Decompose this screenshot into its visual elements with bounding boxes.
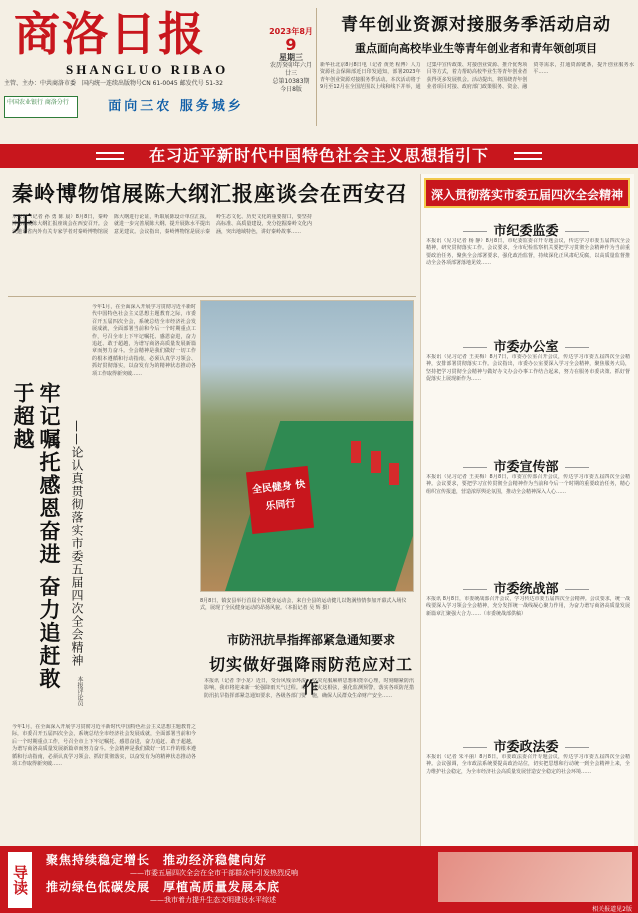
newspaper-title: 商洛日报: [14, 7, 206, 61]
guide-item-2-headline[interactable]: 推动绿色低碳发展 厚植高质量发展本底: [46, 880, 281, 894]
issue-number: 总第10383期: [272, 78, 310, 85]
section-body-bangongshi: 本报讯（见习记者 王美梅）8月7日，市委办公室召开会议，传达学习市委五届四次全会精神，安排部署贯彻落实工作。会议指出，市委办公室要深入学习全会精神，聚焦服务大局，坚持把学习贯彻全会精神与做好办文办会办事工作结合起来，努力在服务市委决策、抓好督促落实上展现新作为……: [426, 354, 630, 383]
guide-thumbnail: [438, 852, 632, 902]
guide-label: 导读: [8, 852, 32, 908]
flood-body: 本报讯（记者 李小龙）近日，受台风残余环流影响，我市将迎来新一轮强降雨天气过程。市防汛抗旱指挥部紧急通知要求，各级各部门要坚决克服麻痹思想和侥幸心理，时刻绷紧防汛救灾这根弦，强化监测预警，落实各项防范措施，确保人民群众生命财产安全……: [204, 678, 414, 699]
section-title-bangongshi[interactable]: 市委办公室: [426, 336, 626, 355]
lead-headline[interactable]: 秦岭博物馆展陈大纲汇报座谈会在西安召开: [12, 182, 408, 236]
commentary-author: 本报评论员: [76, 676, 83, 706]
page-count: 今日8版: [280, 86, 302, 93]
section-title-xuanchuanbu[interactable]: 市委宣传部: [426, 456, 626, 475]
guide-item-2-sub: ——我市着力提升生态文明建设水平综述: [150, 896, 276, 904]
top-story-headline[interactable]: 青年创业资源对接服务季活动启动: [341, 15, 611, 35]
commentary-body-cont: 今年1月，在全面深入开展学习贯彻习近平新时代中国特色社会主义思想主题教育之际，市委召开五届四次全会，系统总结全市经济社会发展成就，全面部署当前和今后一个时期重点工作，号召全市上下牢记嘱托、感恩奋进，奋力追赶、敢于超越，为谱写商洛高质量发展新篇章而努力奋斗。全会精神是我们做好一切工作的根本遵循和行动指南，必须认真学习领会、抓好贯彻落实，以奋发有为的精神状态推动各项工作取得新突破……: [12, 724, 196, 768]
bank-logo: [4, 96, 78, 118]
section-body-jiwei: 本报讯（见习记者 杨 静）8月8日，市纪委监委召开专题会议，传达学习市委五届四次全会精神，研究贯彻落实工作。会议要求，全市纪检监察机关要把学习贯彻全会精神作为当前重要政治任务，聚焦全会部署要求，强化政治监督，持续深化正风肃纪反腐，以高质量监督推动全会各项部署落地见效……: [426, 238, 630, 267]
flag-shape: [389, 463, 399, 485]
date-year-month: 2023年8月: [269, 27, 313, 36]
date-day: 9: [285, 35, 297, 54]
flag-shape: [371, 451, 381, 473]
photo-caption: 8月8日，镇安县举行首届全民健身运动会，来自全县的运动健儿以饱满热情参加开幕式入场仪式，展现了全民健身运动的昂扬风貌。（本报记者 吴 辉 摄）: [200, 598, 407, 612]
sidebar-banner: 深入贯彻落实市委五届四次全会精神: [424, 178, 630, 208]
divider: [8, 296, 416, 297]
photo-sign: 全民健身 快乐同行: [246, 466, 314, 534]
newspaper-pinyin: SHANGLUO RIBAO: [66, 62, 229, 77]
commentary-body: 今年1月，在全面深入开展学习贯彻习近平新时代中国特色社会主义思想主题教育之际，市委召开五届四次全会，系统总结全市经济社会发展成就，全面部署当前和今后一个时期重点工作，号召全市上下牢记嘱托、感恩奋进，奋力追赶、敢于超越，为谱写商洛高质量发展新篇章而努力奋斗。全会精神是我们做好一切工作的根本遵循和行动指南，必须认真学习领会、抓好贯彻落实，以奋发有为的精神状态推动各项工作取得新突破……: [92, 304, 196, 377]
guide-more-link[interactable]: 相关报道见2版: [592, 906, 632, 913]
guide-item-1-sub: ——市委五届四次全会在全市干部群众中引发热烈反响: [130, 869, 298, 877]
section-body-tongzhanbu: 本报讯 8月8日，市委统战部召开会议，学习传达市委五届四次全会精神。会议要求，统一战线要深入学习领会全会精神，充分发挥统一战线凝心聚力作用，为奋力谱写商洛高质量发展新篇章汇聚强大合力……（市委统战部供稿）: [426, 596, 630, 617]
guide-item-1-headline[interactable]: 聚焦持续稳定增长 推动经济稳健向好: [46, 853, 268, 867]
divider: [316, 8, 317, 126]
date-box: [268, 28, 314, 123]
section-body-zhengfawei: 本报讯（记者 朱平丽）8月8日，市委政法委召开专题会议，传达学习市委五届四次全会精神。会议强调，全市政法系统要提高政治站位，切实把思想和行动统一到全会精神上来，全力维护社会稳定，为全市经济社会高质量发展营造安全稳定的社会环境……: [426, 754, 630, 775]
lunar-date: 农历癸卯年六月廿三: [269, 62, 312, 77]
ad-slogan: 面向三农 服务城乡: [108, 99, 244, 114]
section-title-tongzhanbu[interactable]: 市委统战部: [426, 578, 626, 597]
banner-ornament-right: [514, 152, 542, 160]
section-title-jiwei[interactable]: 市纪委监委: [426, 220, 626, 239]
bank-logo-text: 中国农业银行 商洛分行: [7, 99, 69, 106]
banner-ornament-left: [96, 152, 124, 160]
theme-banner: 在习近平新时代中国特色社会主义思想指引下: [0, 144, 638, 168]
top-story-subhead: 重点面向高校毕业生等青年创业者和青年领创项目: [355, 42, 597, 55]
section-title-zhengfawei[interactable]: 市委政法委: [426, 736, 626, 755]
section-body-xuanchuanbu: 本报讯（见习记者 王美梅）8月8日，市委宣传部召开会议，传达学习市委五届四次全会精神。会议要求，要把学习宣传贯彻全会精神作为当前和今后一个时期的重要政治任务，精心组织宣传报道，营造浓厚舆论氛围，推动全会精神深入人心……: [426, 474, 630, 495]
commentary-title[interactable]: 牢记嘱托感恩奋进 奋力追赶敢于超越: [11, 382, 61, 691]
commentary-subtitle: ——论认真贯彻落实市委五届四次全会精神: [70, 420, 84, 667]
weekday: 星期三: [279, 53, 303, 62]
flood-headline[interactable]: 切实做好强降雨防范应对工作: [208, 655, 413, 697]
news-photo: [200, 300, 414, 592]
flag-shape: [351, 441, 361, 463]
top-story-body: 新华社北京8月8日电（记者 黄尧 程博）人力资源社会保障部近日印发通知，部署2023年青年创业资源对接服务季活动。本次活动将于9月至12月在全国范围以上线和线下并举，通过集中宣传政策、对接创业资源、推介优秀项目等方式，着力帮助高校毕业生等青年创业者获得更多发展机会。活动提出，将围绕青年创业者项目对接、政府部门政策服务、资金、融资等需求，打通资源链条，提升创业服务水平……: [320, 62, 634, 91]
publication-meta: 主管、主办：中共商洛市委 国内统一连续出版物号CN 61-0045 邮发代号 51-32: [4, 80, 223, 87]
flood-kicker: 市防汛抗旱指挥部紧急通知要求: [226, 633, 395, 647]
lead-body: 本报讯（记者 孙 勇 陈 晨）8月8日，秦岭博物馆展陈大纲汇报座谈会在西安召开。会议邀请省内外有关专家学者对秦岭博物馆展陈大纲进行论证，听取展陈设计单位汇报，就进一步完善展陈大纲、提升展陈水平提出意见建议。会议指出，秦岭博物馆是展示秦岭生态文化、历史文化的重要窗口，要坚持高标准、高质量建设，充分挖掘秦岭文化内涵，突出地域特色，讲好秦岭故事……: [12, 214, 312, 235]
